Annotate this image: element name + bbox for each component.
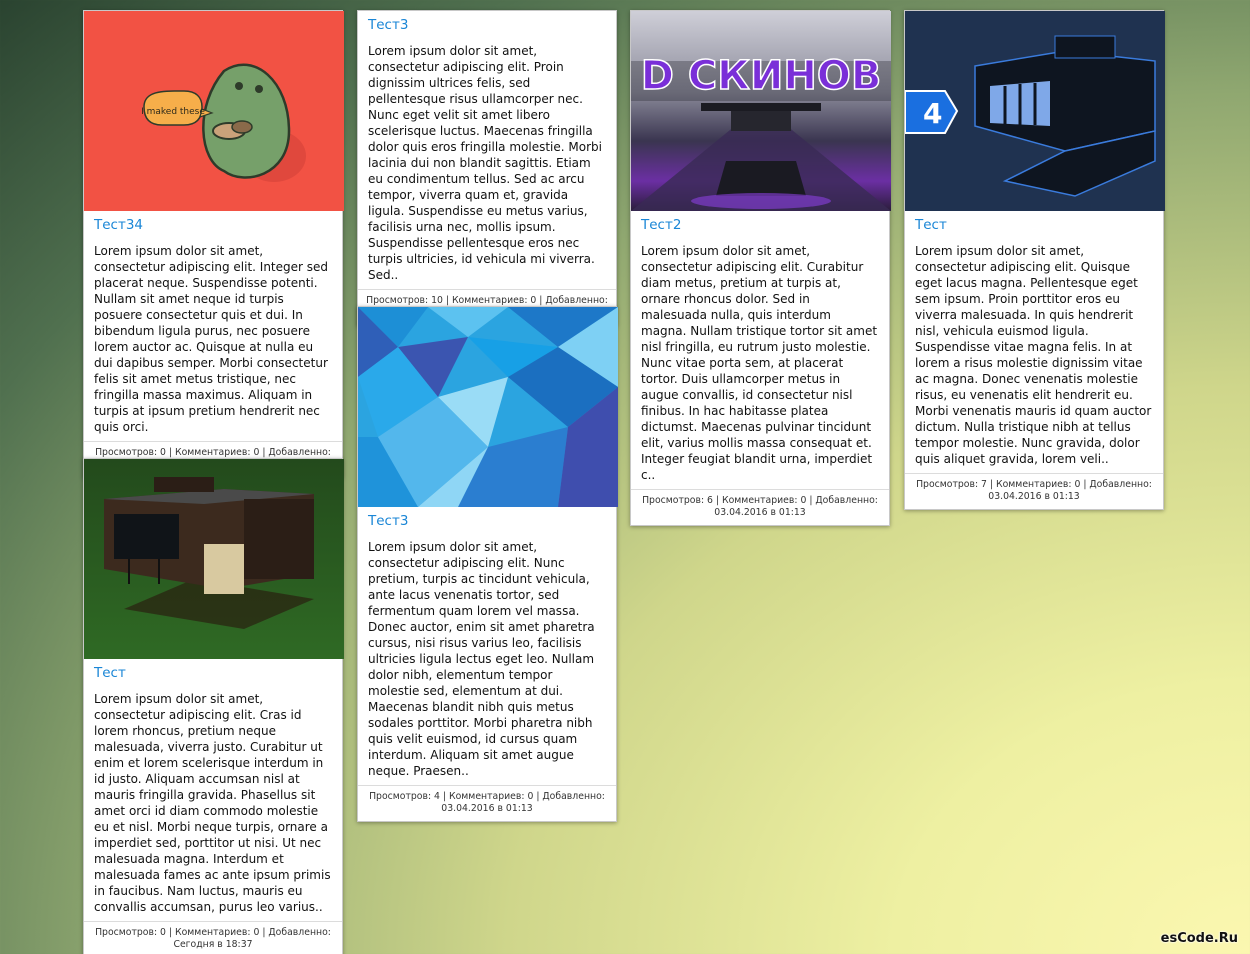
post-thumbnail[interactable] — [84, 459, 344, 659]
added-label: Добавленно: — [545, 295, 608, 306]
views-count: Просмотров: 10 — [366, 295, 443, 306]
thumbnail-caption: D СКИНОВ — [640, 53, 882, 99]
post-date: Сегодня в 18:37 — [173, 939, 253, 950]
comments-count: Комментариев: 0 — [175, 447, 260, 458]
post-title-link[interactable]: Тест3 — [368, 513, 409, 529]
post-date: 03.04.2016 в 01:13 — [988, 491, 1080, 502]
post-card — [904, 10, 1164, 510]
views-count: Просмотров: 0 — [95, 447, 166, 458]
post-excerpt: Lorem ipsum dolor sit amet, consectetur adipiscing elit. Proin dignissim ultrices felis, sed pellentesque risus ullamcorper nec. Nunc eget velit sit amet libero scelerisque luctus. Maecenas fringilla dolor quis eros fringilla molestie. Morbi lacinia dui non blandit sagittis. Etiam eu condimentum tellus. Sed ac arcu tempor, viverra quam et, gravida ligula. Suspendisse eu metus varius, facilisis urna nec, mollis ipsum. Suspendisse pellentesque eros nec turpis ultricies, id vehicula mi viverra. Sed.. — [368, 44, 602, 282]
added-label: Добавленно: — [1089, 479, 1152, 490]
comments-count: Комментариев: 0 — [449, 791, 534, 802]
post-card — [83, 458, 343, 954]
post-excerpt: Lorem ipsum dolor sit amet, consectetur adipiscing elit. Cras id lorem rhoncus, pretium neque malesuada, viverra justo. Curabitur ut enim et lorem scelerisque interdum in id justo. Aliquam accumsan nisl at mauris fringilla gravida. Phasellus sit amet orci id diam commodo molestie eu et nisl. Morbi neque turpis, ornare a imperdiet sed, porttitor ut nisi. Ut nec malesuada magna. Interdum et malesuada fames ac ante ipsum primis in faucibus. Nam luctus, mauris eu convallis accumsan, purus leo varius.. — [94, 692, 331, 914]
post-meta: Просмотров: 6 | Комментариев: 0 | Добавленно: 03.04.2016 в 01:13 — [631, 489, 889, 525]
site-watermark: esCode.Ru — [1160, 931, 1238, 946]
views-count: Просмотров: 0 — [95, 927, 166, 938]
post-excerpt: Lorem ipsum dolor sit amet, consectetur adipiscing elit. Quisque eget lacus magna. Pellentesque eget sem ipsum. Proin porttitor eros eu viverra malesuada. In quis hendrerit nisl, vehicula euismod ligula. Suspendisse vitae magna felis. In at lorem a risus molestie dignissim vitae ac magna. Donec venenatis molestie risus, eu venenatis elit hendrerit eu. Morbi venenatis mauris id quam auctor dictum. Nulla tristique nibh at tellus tempor molestie. Nunc gravida, dolor quis aliquet gravida, lorem veli.. — [915, 244, 1152, 466]
thumbnail-caption: 4 — [923, 97, 943, 130]
post-thumbnail[interactable] — [905, 11, 1165, 211]
post-card — [630, 10, 890, 526]
added-label: Добавленно: — [542, 791, 605, 802]
thumbnail-caption: I maked these — [141, 107, 205, 117]
post-title-link[interactable]: Тест — [915, 217, 947, 233]
comments-count: Комментариев: 0 — [175, 927, 260, 938]
post-meta: Просмотров: 0 | Комментариев: 0 | Добавленно: — [84, 441, 342, 477]
post-card — [83, 10, 343, 478]
views-count: Просмотров: 7 — [916, 479, 987, 490]
views-count: Просмотров: 6 — [642, 495, 713, 506]
post-thumbnail[interactable] — [631, 11, 891, 211]
post-date: 03.04.2016 в 01:13 — [714, 507, 806, 518]
post-card — [357, 306, 617, 822]
post-excerpt: Lorem ipsum dolor sit amet, consectetur adipiscing elit. Integer sed placerat neque. Suspendisse potenti. Nullam sit amet neque id turpis posuere consectetur quis et dui. In bibendum ligula purus, nec posuere lorem auctor ac. Quisque at nulla eu dui dapibus semper. Morbi consectetur felis sit amet metus tristique, nec fringilla massa maximus. Aliquam in turpis at ipsum pretium hendrerit nec quis orci. — [94, 244, 329, 434]
added-label: Добавленно: — [815, 495, 878, 506]
views-count: Просмотров: 4 — [369, 791, 440, 802]
comments-count: Комментариев: 0 — [996, 479, 1081, 490]
post-title-link[interactable]: Тест2 — [641, 217, 682, 233]
post-excerpt: Lorem ipsum dolor sit amet, consectetur adipiscing elit. Nunc pretium, turpis ac tincidunt vehicula, ante lacus venenatis tortor, sed fermentum quam lorem vel massa. Donec auctor, enim sit amet pharetra cursus, nisi risus varius leo, facilisis ultricies ligula lectus eget leo. Nullam dolor nibh, elementum tempor molestie sed, elementum at dui. Maecenas blandit nibh quis metus sodales porttitor. Morbi pharetra nibh quis velit euismod, id cursus quam interdum. Aliquam sit amet augue neque. Praesen.. — [368, 540, 595, 778]
post-thumbnail[interactable] — [358, 307, 618, 507]
comments-count: Комментариев: 0 — [722, 495, 807, 506]
post-meta: Просмотров: 10 | Комментариев: 0 | Добавленно: — [358, 289, 616, 325]
post-title-link[interactable]: Тест3 — [368, 17, 409, 33]
post-card — [357, 10, 617, 326]
post-title-link[interactable]: Тест — [94, 665, 126, 681]
post-excerpt: Lorem ipsum dolor sit amet, consectetur adipiscing elit. Curabitur diam metus, pretium at turpis at, ornare rhoncus dolor. Sed in malesuada nulla, quis interdum magna. Nullam tristique tortor sit amet nisl fringilla, eu rutrum justo molestie. Nunc vitae porta sem, at placerat tortor. Duis ullamcorper metus in augue convallis, id consectetur nisl finibus. In hac habitasse platea dictumst. Maecenas pulvinar tincidunt elit, varius mollis massa consequat et. Integer feugiat blandit urna, imperdiet c.. — [641, 244, 878, 482]
post-date: 03.04.2016 в 01:13 — [441, 803, 533, 814]
added-label: Добавленно: — [268, 927, 331, 938]
post-title-link[interactable]: Тест34 — [94, 217, 144, 233]
comments-count: Комментариев: 0 — [451, 295, 537, 306]
post-meta: Просмотров: 0 | Комментариев: 0 | Добавленно: Сегодня в 18:37 — [84, 921, 342, 954]
added-label: Добавленно: — [268, 447, 331, 458]
post-meta: Просмотров: 4 | Комментариев: 0 | Добавленно: 03.04.2016 в 01:13 — [358, 785, 616, 821]
post-thumbnail[interactable] — [84, 11, 344, 211]
post-meta: Просмотров: 7 | Комментариев: 0 | Добавленно: 03.04.2016 в 01:13 — [905, 473, 1163, 509]
